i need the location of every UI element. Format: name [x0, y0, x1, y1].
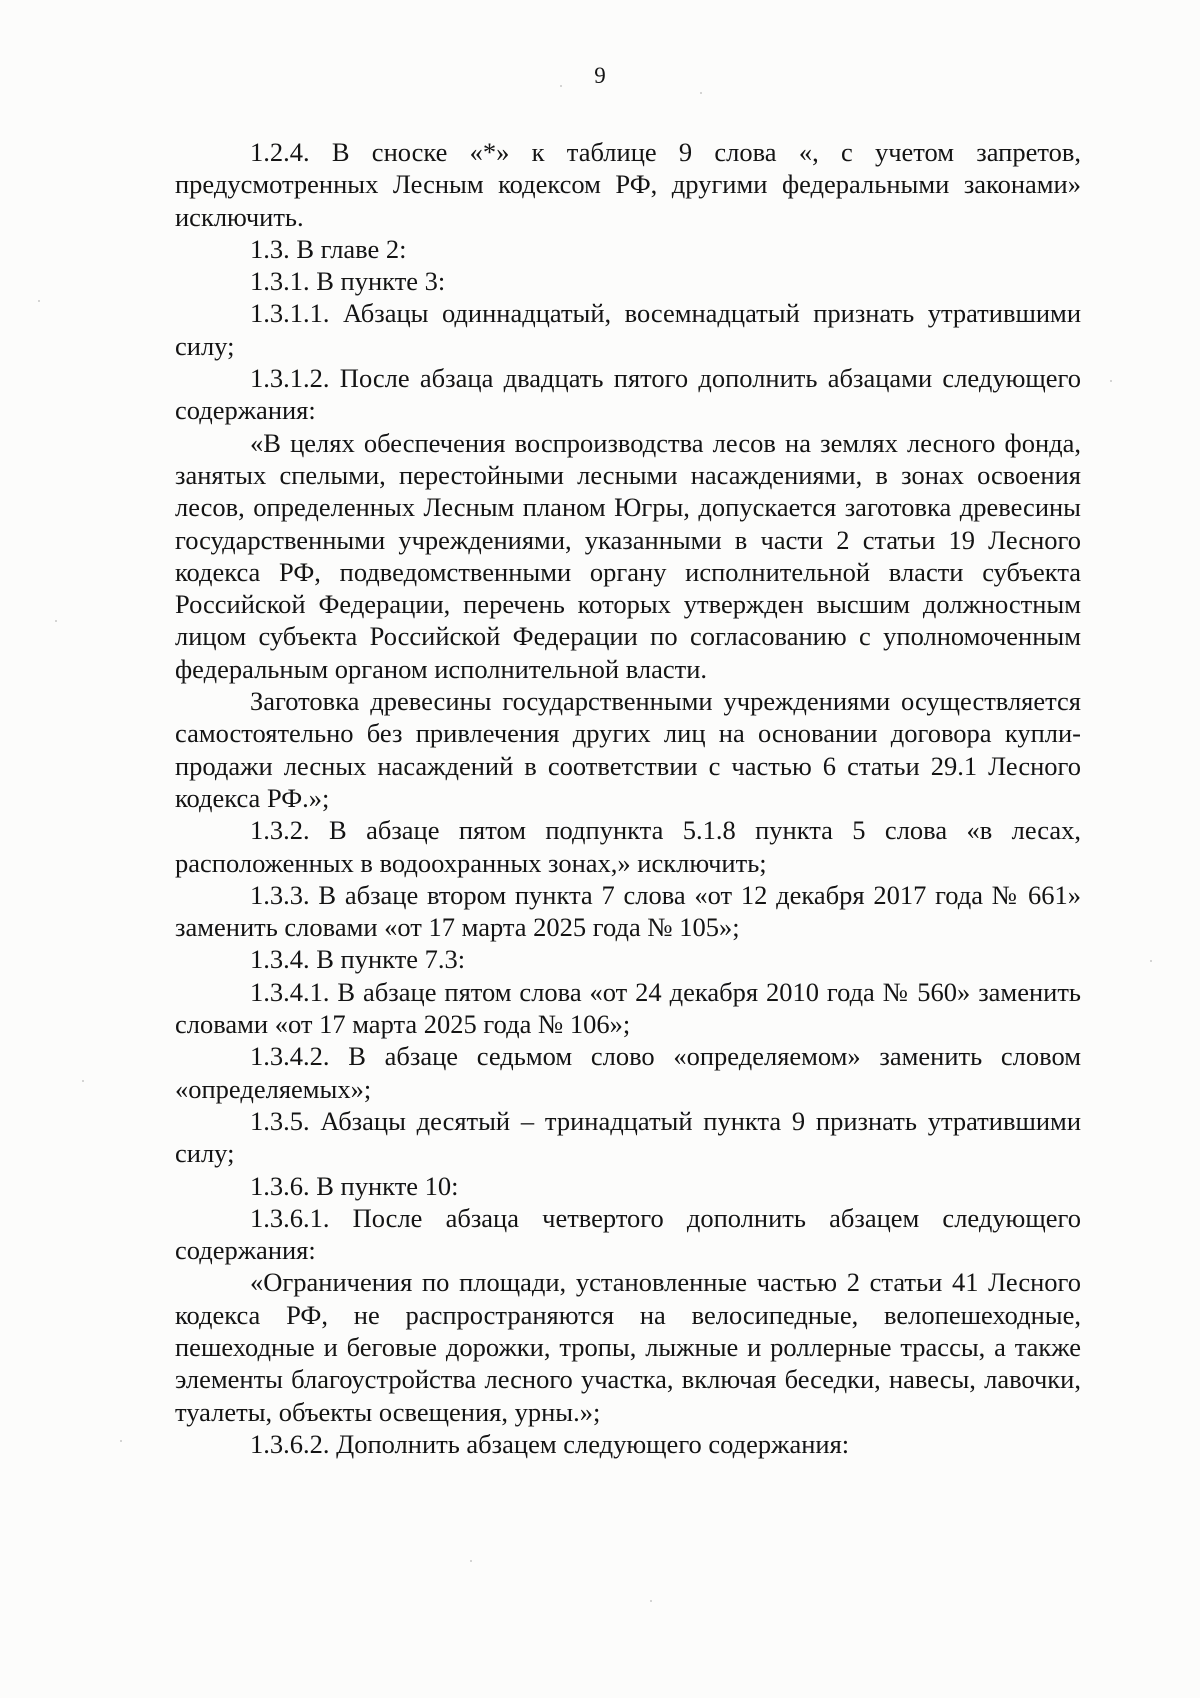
scan-speckle [700, 92, 702, 94]
scan-speckle [470, 1560, 472, 1562]
paragraph-1-3-6: 1.3.6. В пункте 10: [250, 1170, 459, 1201]
quoted-paragraph-harvesting: Заготовка древесины государственными учреждениями осуществляется самостоятельно без привлечения других лиц на основании договора купли-продажи лесных насаждений в соответствии с частью 6 статьи 29.1 Лесного кодекса РФ.»; [175, 686, 1081, 813]
scan-speckle [560, 85, 562, 87]
scan-speckle [38, 300, 40, 302]
paragraph-1-3-6-2: 1.3.6.2. Дополнить абзацем следующего содержания: [250, 1428, 850, 1459]
paragraph-1-3-4: 1.3.4. В пункте 7.3: [250, 944, 466, 975]
scan-speckle [1150, 960, 1152, 962]
paragraph-1-3-4-2: 1.3.4.2. В абзаце седьмом слово «определяемом» заменить словом «определяемых»; [175, 1041, 1081, 1104]
paragraph-1-3-1: 1.3.1. В пункте 3: [250, 266, 446, 297]
paragraph-1-3-4-1: 1.3.4.1. В абзаце пятом слова «от 24 декабря 2010 года № 560» заменить словами «от 17 марта 2025 года № 106»; [175, 976, 1081, 1040]
scan-speckle [82, 1080, 84, 1082]
paragraph-1-3-3: 1.3.3. В абзаце втором пункта 7 слова «от 12 декабря 2017 года № 661» заменить словами «от 17 марта 2025 года № 105»; [175, 879, 1081, 943]
paragraph-1-3-1-2: 1.3.1.2. После абзаца двадцать пятого дополнить абзацами следующего содержания: [175, 363, 1081, 426]
scan-speckle [55, 620, 57, 622]
quoted-paragraph-restrictions: «Ограничения по площади, установленные частью 2 статьи 41 Лесного кодекса РФ, не распространяются на велосипедные, велопешеходные, пешеходные и беговые дорожки, тропы, лыжные и роллерные трассы, а также элементы благоустройства лесного участка, включая беседки, навесы, лавочки, туалеты, объекты освещения, урны.»; [175, 1267, 1081, 1427]
quoted-paragraph-reproduction: «В целях обеспечения воспроизводства лесов на землях лесного фонда, занятых спелыми, перестойными лесными насаждениями, в зонах освоения лесов, определенных Лесным планом Югры, допускается заготовка древесины государственными учреждениями, указанными в части 2 статьи 19 Лесного кодекса РФ, подведомственными органу исполнительной власти субъекта Российской Федерации, перечень которых утвержден высшим должностным лицом субъекта Российской Федерации по согласованию с уполномоченным федеральным органом исполнительной власти. [175, 427, 1081, 684]
paragraph-1-2-4: 1.2.4. В сноске «*» к таблице 9 слова «, с учетом запретов, предусмотренных Лесным кодексом РФ, другими федеральными законами» исключить. [175, 137, 1081, 232]
scan-speckle [650, 1600, 652, 1602]
page-number: 9 [594, 63, 606, 88]
paragraph-1-3-2: 1.3.2. В абзаце пятом подпункта 5.1.8 пункта 5 слова «в лесах, расположенных в водоохранных зонах,» исключить; [175, 815, 1081, 878]
paragraph-1-3: 1.3. В главе 2: [250, 233, 407, 264]
scan-speckle [1110, 380, 1112, 382]
document-body [175, 136, 1081, 1460]
paragraph-1-3-1-1: 1.3.1.1. Абзацы одиннадцатый, восемнадцатый признать утратившими силу; [175, 298, 1081, 361]
paragraph-1-3-5: 1.3.5. Абзацы десятый – тринадцатый пункта 9 признать утратившими силу; [175, 1105, 1081, 1169]
paragraph-1-3-6-1: 1.3.6.1. После абзаца четвертого дополнить абзацем следующего содержания: [175, 1202, 1081, 1266]
scan-speckle [120, 1440, 122, 1442]
